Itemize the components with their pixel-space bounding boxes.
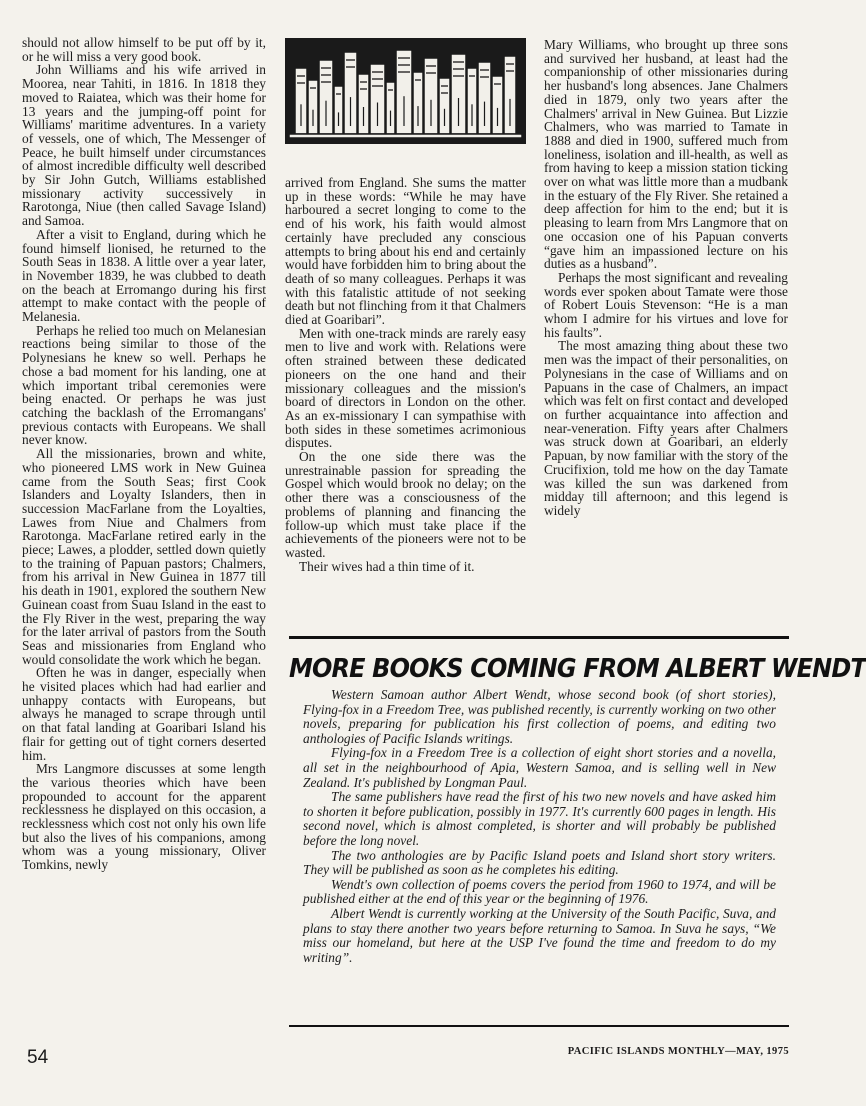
paragraph: On the one side there was the unrestrainable passion for spreading the Gospel which would brook no delay; on the other there was a consciousness of the problems of planning and financing the follow-up which must take place if the achievements of the pioneers were not to be wasted.: [285, 449, 526, 560]
paragraph: Wendt's own collection of poems covers the period from 1960 to 1974, and will be published either at the end of this year or the beginning of 1976.: [303, 876, 776, 907]
bookshelf-icon: [285, 38, 526, 144]
paragraph: The most amazing thing about these two men was the impact of their personalities, on Polynesians in the case of Williams and on Papuans in the case of Chalmers, an impact which was felt on first contact and developed on further acquaintance into affection and near-veneration. Fifty years after Chalmers was struck down at Goaribari, an elderly Papuan, by now familiar with the story of the Crucifixion, told me how on the day Tamate was killed the sun was darkened from midday till afternoon; and this legend is widely: [544, 338, 788, 518]
paragraph: Albert Wendt is currently working at the University of the South Pacific, Suva, and plans to stay there another two years before returning to Samoa. In Suva he says, “We miss our homeland, but here at the USP I've found the time and freedom to do my writing”.: [303, 905, 776, 965]
article-column-3: [544, 38, 788, 518]
box-headline: MORE BOOKS COMING FROM ALBERT WENDT: [289, 654, 866, 684]
paragraph: Men with one-track minds are rarely easy men to live and work with. Relations were often strained between these dedicated pioneers on the one hand and their missionary colleagues and the mission's board of directors in London on the other. As an ex-missionary I can sympathise with both sides in these sometimes acrimonious disputes.: [285, 325, 526, 451]
paragraph: Their wives had a thin time of it.: [299, 558, 475, 574]
paragraph: The same publishers have read the first of his two new novels and have asked him to shorten it before publication, possibly in 1977. It's currently 600 pages in length. His second novel, which is almost completed, is shorter and will probably be published before the long novel.: [303, 789, 776, 848]
paragraph: should not allow himself to be put off by it, or he will miss a very good book.: [22, 35, 266, 64]
page-number: 54: [27, 1047, 49, 1068]
paragraph: arrived from England. She sums the matter up in these words: “While he may have harboured a secret longing to come to the end of his work, his faith would almost certainly have precluded any conscious attempts to bring about his end and certainly would have forbidden him to bring about the death of so many colleagues. Perhaps it was with this fatalistic attitude of not seeking death but not flinching from it that Chalmers died at Goaribari”.: [285, 175, 526, 328]
paragraph: Mrs Langmore discusses at some length the various theories which have been propounded to account for the apparent recklessness he displayed on this occasion, a recklessness which cost not only his own life but also the lives of his companions, among whom was a young missionary, Oliver Tomkins, newly: [22, 761, 266, 873]
paragraph: Flying-fox in a Freedom Tree is a collection of eight short stories and a novella, all set in the neighbourhood of Apia, Western Samoa, and is selling well in New Zealand. It's published by Longman Paul.: [303, 745, 776, 790]
box-top-rule: [289, 636, 789, 639]
paragraph: Perhaps the most significant and revealing words ever spoken about Tamate were those of Robert Louis Stevenson: “He is a man whom I admire for his virtues and love for his faults”.: [544, 269, 788, 340]
article-column-1: [22, 36, 266, 872]
paragraph: Western Samoan author Albert Wendt, whose second book (of short stories), Flying-fox in a Freedom Tree, was published recently, is currently working on two other novels, preparing for publication his first collection of poems, and editing two anthologies of Pacific Islands writings.: [303, 687, 776, 746]
paragraph: Mary Williams, who brought up three sons and survived her husband, at least had the companionship of other missionaries during her husband's long absences. Jane Chalmers died in 1879, only two years after the Chalmers' arrival in New Guinea. But Lizzie Chalmers, who was married to Tamate in 1888 and died in 1900, suffered much from loneliness, isolation and ill-health, as well as from having to keep a mission station ticking over on what was little more than a mudbank in the estuary of the Fly River. She retained a deep affection for him to the end; but it is pleasing to learn from Mrs Langmore that on one occasion one of his Papuan converts “gave him an impassioned lecture on his duties as a husband”.: [544, 37, 788, 272]
news-box-body: [303, 688, 776, 965]
paragraph: The two anthologies are by Pacific Island poets and Island short story writers. They will be published as soon as he completes his editing.: [303, 847, 776, 878]
bookshelf-illustration: [285, 38, 526, 144]
running-footer: PACIFIC ISLANDS MONTHLY—MAY, 1975: [567, 1046, 789, 1057]
paragraph: After a visit to England, during which he found himself lionised, he returned to the South Seas in 1838. A little over a year later, in November 1839, he was clubbed to death on the beach at Erromango during his first attempt to make contact with the people of Melanesia.: [22, 226, 266, 325]
paragraph: John Williams and his wife arrived in Moorea, near Tahiti, in 1816. In 1818 they moved to Raiatea, which was their home for 13 years and the jumping-off point for Williams' maritime adventures. In a variety of vessels, one of which, The Messenger of Peace, he built himself under circumstances of almost incredible difficulty well described by Sir John Gutch, Williams established missionary activity successively in Rarotonga, Niue (then called Savage Island) and Samoa.: [22, 62, 266, 229]
paragraph: All the missionaries, brown and white, who pioneered LMS work in New Guinea came from the South Seas; first Cook Islanders and Loyalty Islanders, then in succession MacFarlane from the Loyalties, Lawes from Niue and Chalmers from Rarotonga. MacFarlane retired early in the piece; Lawes, a plodder, settled down quietly to the training of Papuan pastors; Chalmers, from his arrival in New Guinea in 1877 till his death in 1901, explored the southern New Guinean coast from Suau Island in the east to the Fly River in the west, preparing the way for the later arrival of pastors from the South Seas and missionaries from England who would consolidate the work which he began.: [22, 446, 266, 667]
box-bottom-rule: [289, 1025, 789, 1027]
paragraph: Often he was in danger, especially when he visited places which had had earlier and unhappy contacts with Europeans, but always he managed to scrape through until on that fatal landing at Goaribari Island his flair for getting out of tight corners deserted him.: [22, 665, 266, 763]
paragraph: Perhaps he relied too much on Melanesian reactions being similar to those of the Polynesians he knew so well. Perhaps he chose a bad moment for his landing, one at which important tribal ceremonies were being enacted. Or perhaps he was just catching the backlash of the Erromangans' previous contacts with Europeans. We shall never know.: [22, 322, 266, 448]
article-column-2: [285, 176, 526, 573]
